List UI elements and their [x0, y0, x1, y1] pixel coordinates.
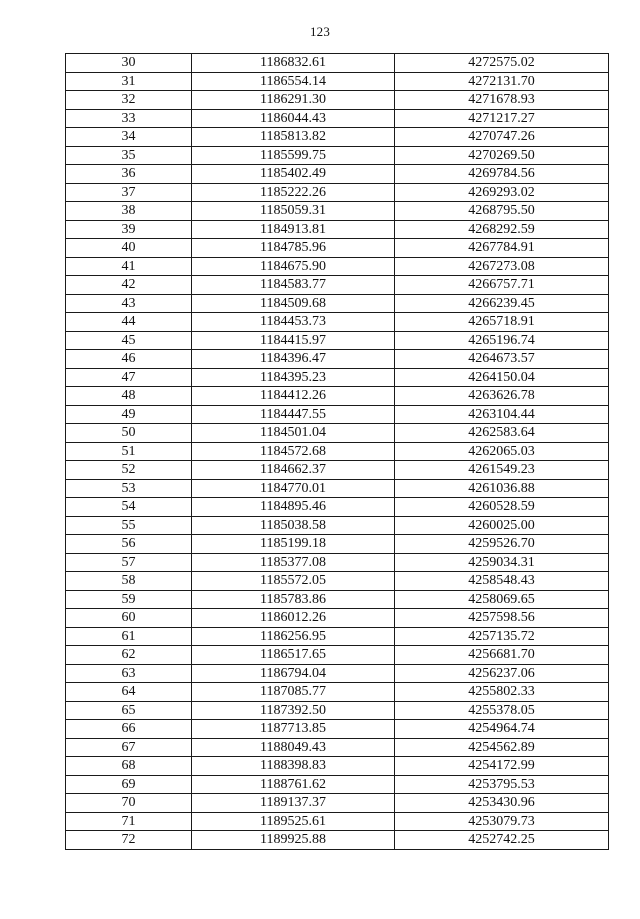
y-coordinate-cell: 4264150.04 [395, 368, 609, 387]
table-row [66, 646, 609, 665]
y-coordinate-cell: 4271678.93 [395, 91, 609, 110]
point-number-cell: 41 [66, 257, 192, 276]
y-coordinate-cell: 4262065.03 [395, 442, 609, 461]
y-coordinate-cell: 4263104.44 [395, 405, 609, 424]
table-row [66, 609, 609, 628]
x-coordinate-cell: 1184453.73 [192, 313, 395, 332]
point-number-cell: 51 [66, 442, 192, 461]
page-number: 123 [309, 24, 331, 39]
x-coordinate-cell: 1184415.97 [192, 331, 395, 350]
point-number-cell: 37 [66, 183, 192, 202]
x-coordinate-cell: 1185599.75 [192, 146, 395, 165]
x-coordinate-cell: 1185402.49 [192, 165, 395, 184]
point-number-cell: 55 [66, 516, 192, 535]
table-row [66, 683, 609, 702]
point-number-cell: 65 [66, 701, 192, 720]
table-row [66, 91, 609, 110]
x-coordinate-cell: 1185222.26 [192, 183, 395, 202]
table-row [66, 109, 609, 128]
point-number-cell: 64 [66, 683, 192, 702]
y-coordinate-cell: 4267784.91 [395, 239, 609, 258]
y-coordinate-cell: 4268795.50 [395, 202, 609, 221]
y-coordinate-cell: 4252742.25 [395, 831, 609, 850]
table-row [66, 738, 609, 757]
point-number-cell: 63 [66, 664, 192, 683]
y-coordinate-cell: 4266239.45 [395, 294, 609, 313]
table-row [66, 128, 609, 147]
x-coordinate-cell: 1187713.85 [192, 720, 395, 739]
y-coordinate-cell: 4272131.70 [395, 72, 609, 91]
point-number-cell: 71 [66, 812, 192, 831]
table-row [66, 276, 609, 295]
table-row [66, 424, 609, 443]
point-number-cell: 42 [66, 276, 192, 295]
y-coordinate-cell: 4253430.96 [395, 794, 609, 813]
table-row [66, 812, 609, 831]
x-coordinate-cell: 1184770.01 [192, 479, 395, 498]
x-coordinate-cell: 1186794.04 [192, 664, 395, 683]
table-row [66, 165, 609, 184]
point-number-cell: 35 [66, 146, 192, 165]
y-coordinate-cell: 4261036.88 [395, 479, 609, 498]
x-coordinate-cell: 1186554.14 [192, 72, 395, 91]
table-row [66, 516, 609, 535]
table-row [66, 720, 609, 739]
y-coordinate-cell: 4265196.74 [395, 331, 609, 350]
x-coordinate-cell: 1185572.05 [192, 572, 395, 591]
point-number-cell: 72 [66, 831, 192, 850]
table-row [66, 590, 609, 609]
x-coordinate-cell: 1185813.82 [192, 128, 395, 147]
x-coordinate-cell: 1189137.37 [192, 794, 395, 813]
x-coordinate-cell: 1186517.65 [192, 646, 395, 665]
point-number-cell: 44 [66, 313, 192, 332]
y-coordinate-cell: 4268292.59 [395, 220, 609, 239]
table-row [66, 757, 609, 776]
y-coordinate-cell: 4265718.91 [395, 313, 609, 332]
y-coordinate-cell: 4270269.50 [395, 146, 609, 165]
y-coordinate-cell: 4263626.78 [395, 387, 609, 406]
point-number-cell: 39 [66, 220, 192, 239]
table-row [66, 220, 609, 239]
y-coordinate-cell: 4260528.59 [395, 498, 609, 517]
table-row [66, 54, 609, 73]
point-number-cell: 70 [66, 794, 192, 813]
x-coordinate-cell: 1185199.18 [192, 535, 395, 554]
x-coordinate-cell: 1186256.95 [192, 627, 395, 646]
x-coordinate-cell: 1189525.61 [192, 812, 395, 831]
table-row [66, 313, 609, 332]
x-coordinate-cell: 1184913.81 [192, 220, 395, 239]
point-number-cell: 38 [66, 202, 192, 221]
x-coordinate-cell: 1187085.77 [192, 683, 395, 702]
y-coordinate-cell: 4270747.26 [395, 128, 609, 147]
table-row [66, 202, 609, 221]
x-coordinate-cell: 1184583.77 [192, 276, 395, 295]
point-number-cell: 31 [66, 72, 192, 91]
point-number-cell: 57 [66, 553, 192, 572]
x-coordinate-cell: 1187392.50 [192, 701, 395, 720]
y-coordinate-cell: 4257135.72 [395, 627, 609, 646]
table-row [66, 294, 609, 313]
x-coordinate-cell: 1184447.55 [192, 405, 395, 424]
point-number-cell: 48 [66, 387, 192, 406]
y-coordinate-cell: 4255378.05 [395, 701, 609, 720]
table-row [66, 257, 609, 276]
point-number-cell: 68 [66, 757, 192, 776]
x-coordinate-cell: 1189925.88 [192, 831, 395, 850]
table-row [66, 146, 609, 165]
point-number-cell: 47 [66, 368, 192, 387]
x-coordinate-cell: 1188761.62 [192, 775, 395, 794]
x-coordinate-cell: 1185038.58 [192, 516, 395, 535]
y-coordinate-cell: 4256237.06 [395, 664, 609, 683]
point-number-cell: 50 [66, 424, 192, 443]
table-row [66, 627, 609, 646]
table-row [66, 535, 609, 554]
y-coordinate-cell: 4269293.02 [395, 183, 609, 202]
point-number-cell: 69 [66, 775, 192, 794]
table-row [66, 701, 609, 720]
table-row [66, 183, 609, 202]
point-number-cell: 33 [66, 109, 192, 128]
table-row [66, 664, 609, 683]
table-row [66, 350, 609, 369]
x-coordinate-cell: 1184662.37 [192, 461, 395, 480]
y-coordinate-cell: 4254562.89 [395, 738, 609, 757]
x-coordinate-cell: 1185377.08 [192, 553, 395, 572]
y-coordinate-cell: 4259526.70 [395, 535, 609, 554]
point-number-cell: 52 [66, 461, 192, 480]
y-coordinate-cell: 4256681.70 [395, 646, 609, 665]
y-coordinate-cell: 4266757.71 [395, 276, 609, 295]
x-coordinate-cell: 1184412.26 [192, 387, 395, 406]
table-row [66, 442, 609, 461]
point-number-cell: 59 [66, 590, 192, 609]
x-coordinate-cell: 1188049.43 [192, 738, 395, 757]
y-coordinate-cell: 4269784.56 [395, 165, 609, 184]
point-number-cell: 67 [66, 738, 192, 757]
y-coordinate-cell: 4264673.57 [395, 350, 609, 369]
table-row [66, 331, 609, 350]
x-coordinate-cell: 1184501.04 [192, 424, 395, 443]
point-number-cell: 49 [66, 405, 192, 424]
y-coordinate-cell: 4254964.74 [395, 720, 609, 739]
point-number-cell: 66 [66, 720, 192, 739]
y-coordinate-cell: 4253795.53 [395, 775, 609, 794]
y-coordinate-cell: 4258548.43 [395, 572, 609, 591]
x-coordinate-cell: 1184509.68 [192, 294, 395, 313]
y-coordinate-cell: 4257598.56 [395, 609, 609, 628]
point-number-cell: 61 [66, 627, 192, 646]
x-coordinate-cell: 1188398.83 [192, 757, 395, 776]
y-coordinate-cell: 4272575.02 [395, 54, 609, 73]
table-row [66, 405, 609, 424]
table-row [66, 831, 609, 850]
point-number-cell: 58 [66, 572, 192, 591]
table-row [66, 775, 609, 794]
coordinates-table [65, 53, 609, 850]
point-number-cell: 36 [66, 165, 192, 184]
point-number-cell: 62 [66, 646, 192, 665]
x-coordinate-cell: 1185059.31 [192, 202, 395, 221]
point-number-cell: 53 [66, 479, 192, 498]
point-number-cell: 54 [66, 498, 192, 517]
y-coordinate-cell: 4261549.23 [395, 461, 609, 480]
x-coordinate-cell: 1186832.61 [192, 54, 395, 73]
table-row [66, 479, 609, 498]
table-row [66, 368, 609, 387]
table-body [66, 54, 609, 850]
point-number-cell: 46 [66, 350, 192, 369]
x-coordinate-cell: 1184395.23 [192, 368, 395, 387]
table-row [66, 553, 609, 572]
y-coordinate-cell: 4259034.31 [395, 553, 609, 572]
x-coordinate-cell: 1184785.96 [192, 239, 395, 258]
table-row [66, 72, 609, 91]
table-row [66, 498, 609, 517]
point-number-cell: 60 [66, 609, 192, 628]
table-row [66, 239, 609, 258]
point-number-cell: 56 [66, 535, 192, 554]
y-coordinate-cell: 4262583.64 [395, 424, 609, 443]
y-coordinate-cell: 4253079.73 [395, 812, 609, 831]
y-coordinate-cell: 4254172.99 [395, 757, 609, 776]
point-number-cell: 34 [66, 128, 192, 147]
x-coordinate-cell: 1184572.68 [192, 442, 395, 461]
point-number-cell: 30 [66, 54, 192, 73]
x-coordinate-cell: 1186044.43 [192, 109, 395, 128]
point-number-cell: 32 [66, 91, 192, 110]
point-number-cell: 45 [66, 331, 192, 350]
table-row [66, 794, 609, 813]
x-coordinate-cell: 1184396.47 [192, 350, 395, 369]
table-row [66, 387, 609, 406]
point-number-cell: 40 [66, 239, 192, 258]
x-coordinate-cell: 1186291.30 [192, 91, 395, 110]
y-coordinate-cell: 4258069.65 [395, 590, 609, 609]
y-coordinate-cell: 4271217.27 [395, 109, 609, 128]
y-coordinate-cell: 4267273.08 [395, 257, 609, 276]
x-coordinate-cell: 1185783.86 [192, 590, 395, 609]
point-number-cell: 43 [66, 294, 192, 313]
x-coordinate-cell: 1184895.46 [192, 498, 395, 517]
x-coordinate-cell: 1186012.26 [192, 609, 395, 628]
y-coordinate-cell: 4255802.33 [395, 683, 609, 702]
table-row [66, 461, 609, 480]
table-row [66, 572, 609, 591]
y-coordinate-cell: 4260025.00 [395, 516, 609, 535]
x-coordinate-cell: 1184675.90 [192, 257, 395, 276]
